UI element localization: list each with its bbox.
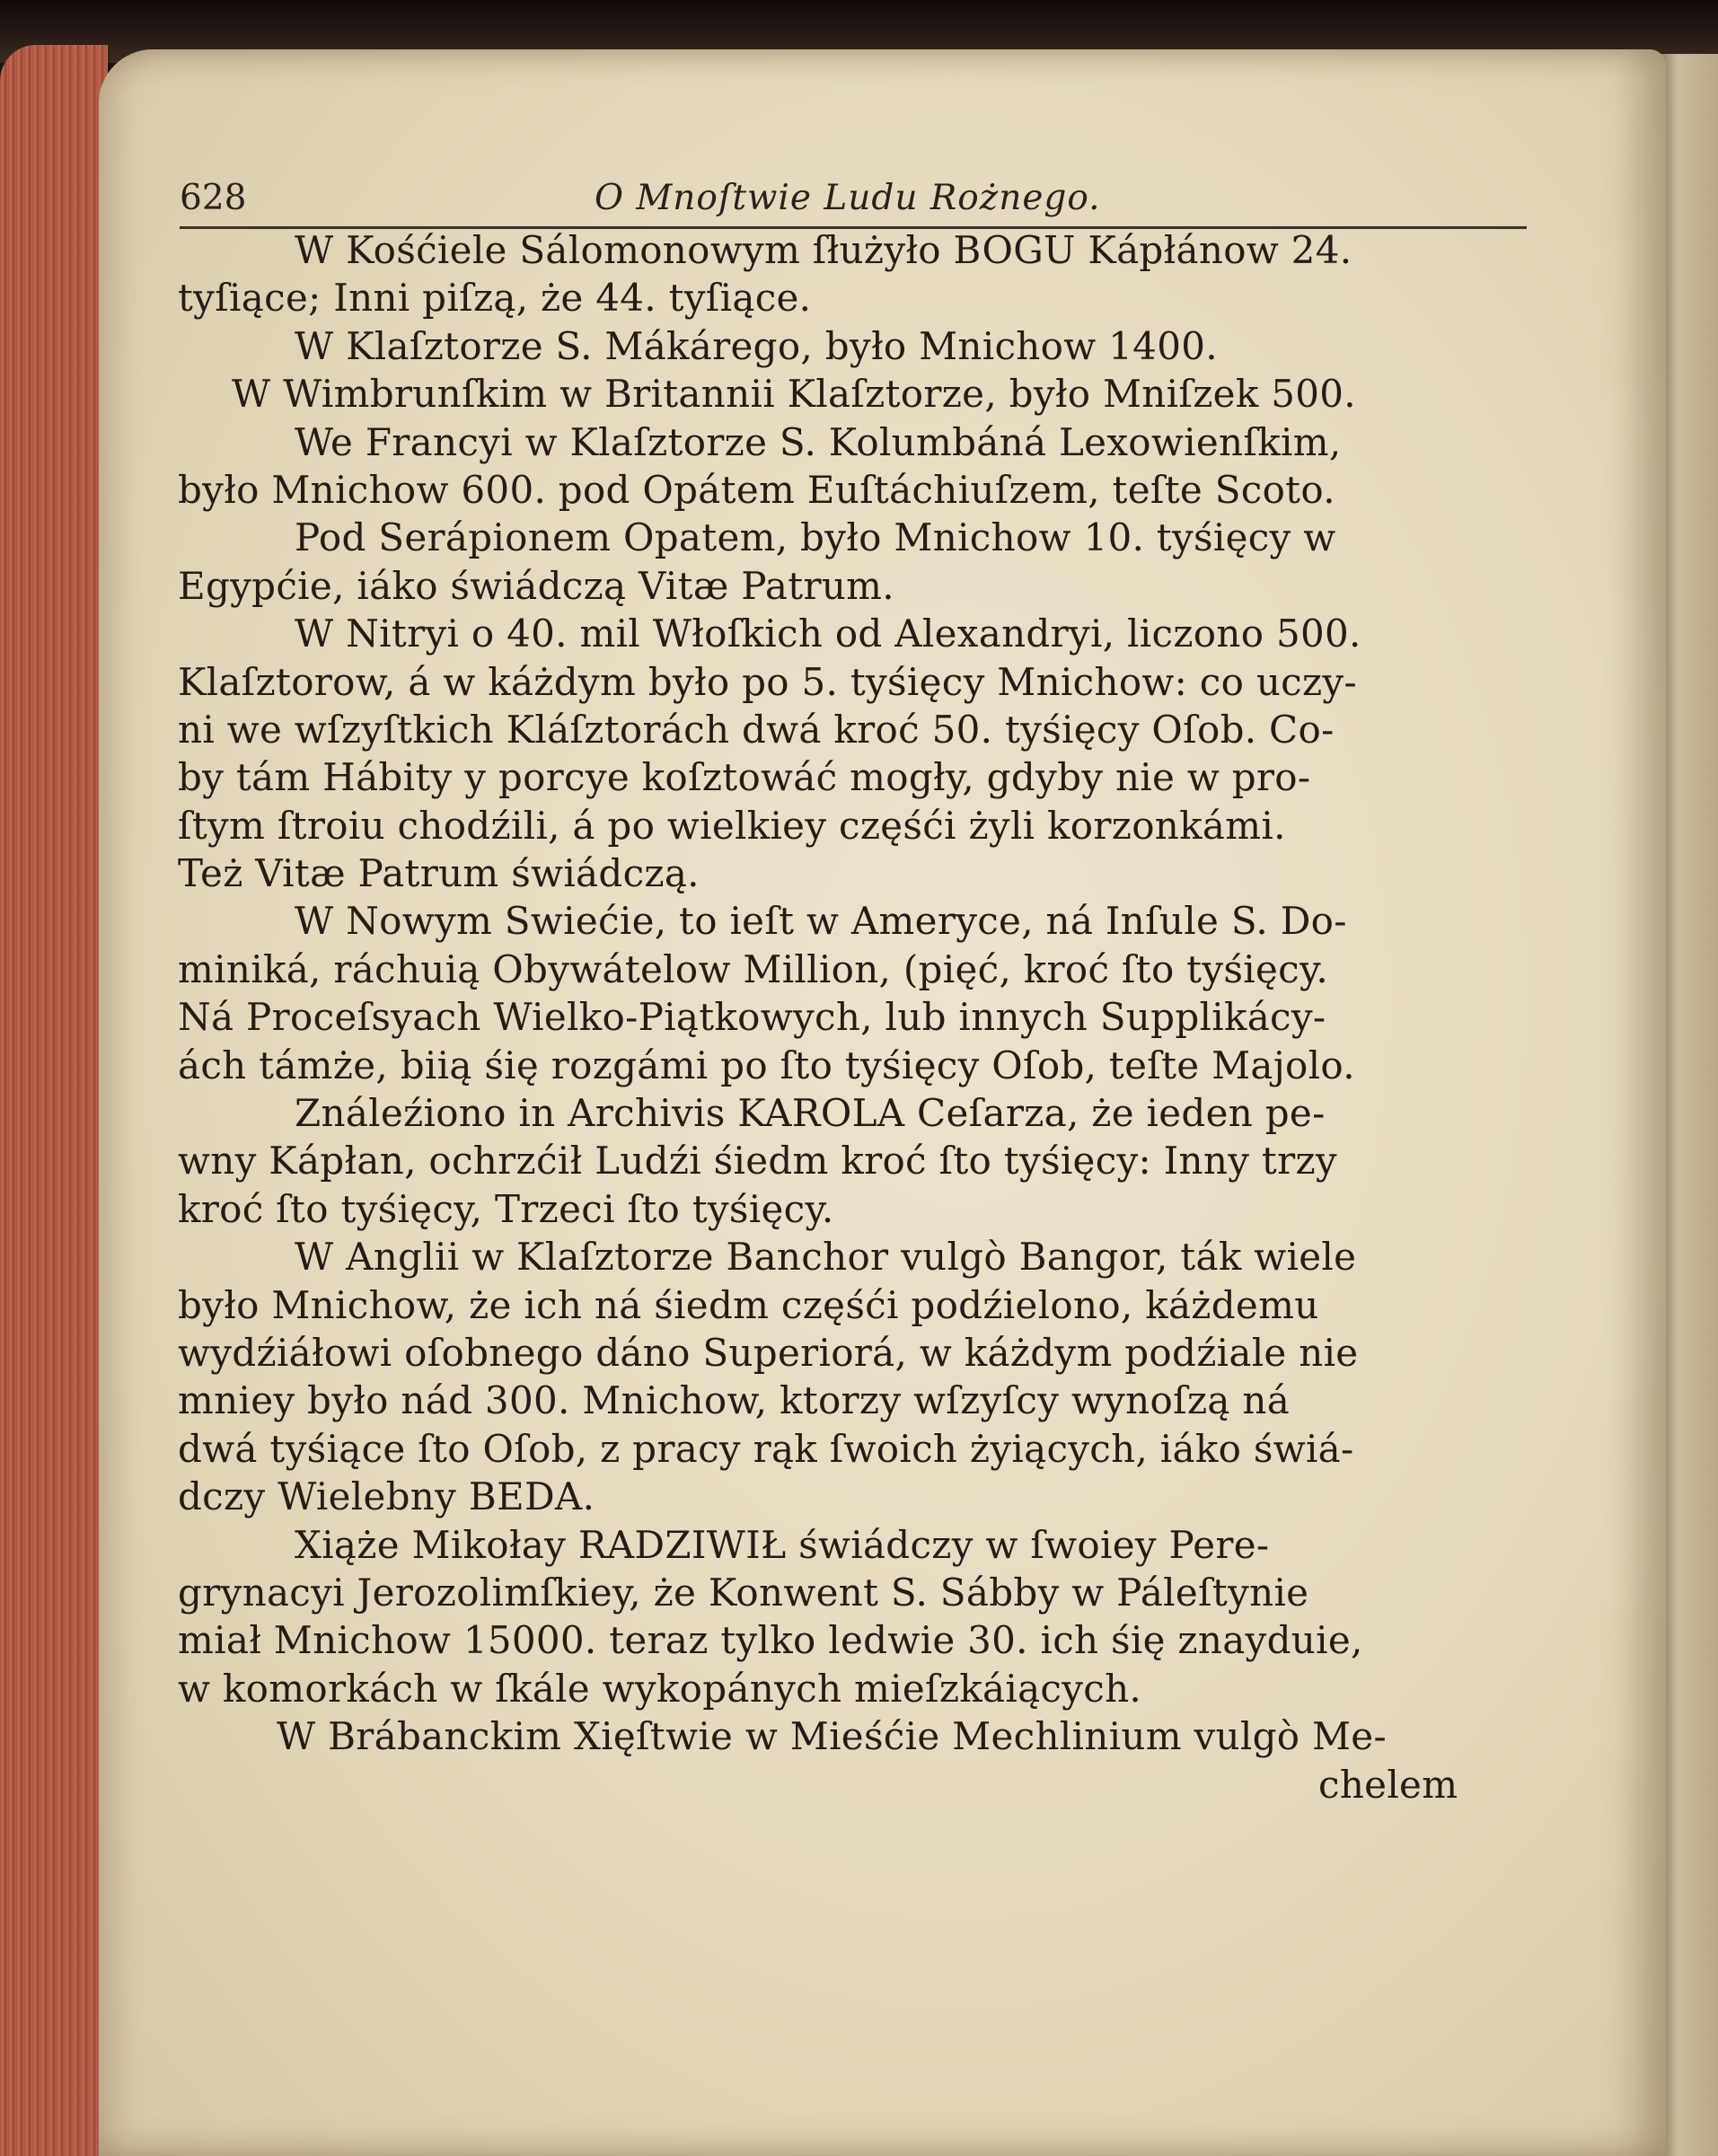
text-line: ách támże, biią śię rozgámi po ſto tyśięcy Oſob, teſte Majolo.	[178, 1043, 1355, 1087]
text-line: We Francyi w Klaſztorze S. Kolumbáná Lexowienſkim,	[295, 419, 1342, 464]
text-line: grynacyi Jerozolimſkiey, że Konwent S. Sábby w Páleſtynie	[178, 1570, 1309, 1615]
text-line: Ználeźiono in Archivis KAROLA Ceſarza, że ieden pe-	[295, 1091, 1326, 1136]
text-line: dczy Wielebny BEDA.	[178, 1474, 595, 1519]
text-line: wny Kápłan, ochrzćił Ludźi śiedm kroć ſto tyśięcy: Inny trzy	[178, 1139, 1337, 1184]
text-line: by tám Hábity y porcye koſztowáć mogły, gdyby nie w pro-	[178, 755, 1311, 800]
text-line: w komorkách w ſkále wykopánych mieſzkáiących.	[178, 1666, 1142, 1711]
text-line: Klaſztorow, á w káżdym było po 5. tyśięcy Mnichow: co uczy-	[178, 659, 1357, 704]
text-line: tyſiące; Inni piſzą, że 44. tyſiące.	[178, 276, 812, 321]
text-line: mniey było nád 300. Mnichow, ktorzy wſzyſcy wynoſzą ná	[178, 1378, 1291, 1423]
text-line: Ná Proceſsyach Wielko-Piątkowych, lub innych Supplikácy-	[178, 995, 1326, 1040]
text-line: W Kośćiele Sálomonowym ſłużyło BOGU Kápłánow 24.	[295, 228, 1352, 272]
book-page-edges	[0, 45, 108, 2156]
running-head	[180, 178, 1527, 232]
catchword: chelem	[1318, 1762, 1458, 1807]
text-line: ſtym ſtroiu chodźili, á po wielkiey częśći żyli korzonkámi.	[178, 803, 1286, 848]
text-line: W Wimbrunſkim w Britannii Klaſztorze, było Mniſzek 500.	[232, 372, 1356, 417]
text-line: W Brábanckim Xięſtwie w Mieśćie Mechlinium vulgò Me-	[277, 1714, 1387, 1759]
page-number: 628	[180, 178, 247, 218]
text-line: Pod Serápionem Opatem, było Mnichow 10. tyśięcy w	[295, 515, 1336, 560]
text-line: było Mnichow 600. pod Opátem Euſtáchiuſzem, teſte Scoto.	[178, 467, 1335, 512]
text-line: Xiąże Mikołay RADZIWIŁ świádczy w ſwoiey Pere-	[295, 1522, 1270, 1567]
text-line: W Nitryi o 40. mil Włoſkich od Alexandryi, liczono 500.	[295, 612, 1361, 656]
text-line: miniká, ráchuią Obywátelow Million, (pięć, kroć ſto tyśięcy.	[178, 946, 1329, 991]
running-title: O Mnoſtwie Ludu Rożnego.	[595, 178, 1101, 218]
text-line: było Mnichow, że ich ná śiedm częśći podźielono, káżdemu	[178, 1282, 1319, 1327]
text-line: Egypćie, iáko świádczą Vitæ Patrum.	[178, 563, 894, 608]
text-line: kroć ſto tyśięcy, Trzeci ſto tyśięcy.	[178, 1186, 834, 1231]
text-line: miał Mnichow 15000. teraz tylko ledwie 30. ich śię znayduie,	[178, 1618, 1363, 1663]
text-line: dwá tyśiące ſto Oſob, z pracy rąk ſwoich żyiących, iáko świá-	[178, 1426, 1354, 1471]
body-text	[178, 226, 1534, 1808]
text-line: W Nowym Swiećie, to ieſt w Ameryce, ná Inſule S. Do-	[295, 899, 1347, 944]
text-line: ni we wſzyſtkich Kláſztorách dwá kroć 50. tyśięcy Oſob. Co-	[178, 707, 1335, 752]
text-line: wydźiáłowi oſobnego dáno Superiorá, w káżdym podźiale nie	[178, 1330, 1359, 1375]
text-line: W Klaſztorze S. Mákárego, było Mnichow 1400.	[295, 323, 1218, 368]
text-line: Też Vitæ Patrum świádczą.	[178, 851, 700, 896]
text-line: W Anglii w Klaſztorze Banchor vulgò Bangor, ták wiele	[295, 1235, 1357, 1280]
